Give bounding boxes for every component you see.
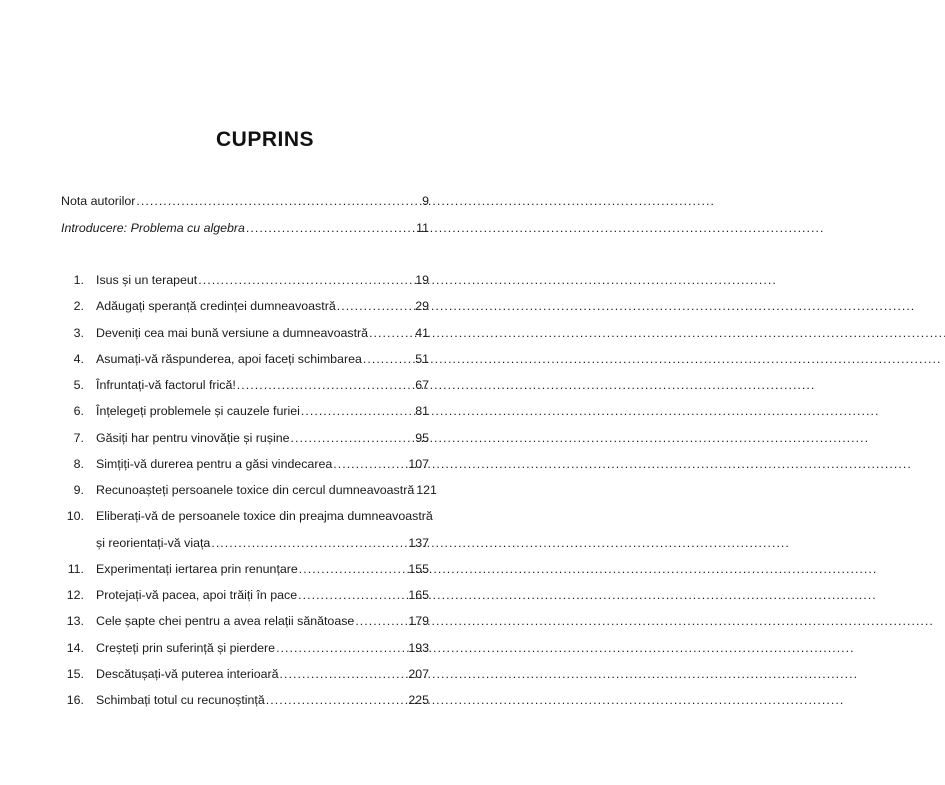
chapter-page: 193 [408, 641, 429, 655]
chapter-number: 16. [66, 693, 84, 707]
toc-chapter-9 [0, 480, 530, 500]
chapter-page: 121 [416, 483, 437, 497]
chapter-title: Eliberați-vă de persoanele toxice din preajma dumneavoastră [96, 509, 433, 523]
chapter-title: Protejați-vă pacea, apoi trăiți în pace [96, 588, 298, 602]
toc-chapter-7 [0, 428, 530, 448]
toc-chapter-5 [0, 375, 530, 395]
chapter-page: 165 [408, 588, 429, 602]
toc-chapter-3 [0, 323, 530, 343]
toc-chapter-1 [0, 270, 530, 290]
chapter-number: 6. [73, 404, 84, 418]
chapter-number: 15. [66, 667, 84, 681]
chapter-number: 13. [66, 614, 84, 628]
leader-dots [280, 664, 408, 684]
chapter-number: 5. [73, 378, 84, 392]
chapter-title: Înțelegeți problemele și cauzele furiei [96, 404, 300, 418]
chapter-title: Cele șapte chei pentru a avea relații sănătoase [96, 614, 355, 628]
page-title: CUPRINS [215, 128, 314, 151]
leader-dots [276, 638, 407, 658]
chapter-page: 179 [408, 614, 429, 628]
chapter-number: 3. [73, 326, 84, 340]
chapter-page: 155 [408, 562, 429, 576]
leader-dots [136, 191, 421, 211]
leader-dots [266, 690, 408, 710]
toc-entry-authors-note [0, 191, 530, 211]
leader-dots [211, 533, 407, 553]
leader-dots [298, 585, 407, 605]
chapter-page: 67 [415, 378, 429, 392]
toc-entry-introduction [0, 218, 530, 238]
chapter-title: Adăugați speranță credinței dumneavoastră [96, 299, 336, 313]
chapter-number: 4. [73, 352, 84, 366]
toc-chapter-13 [0, 611, 530, 631]
chapter-page: 81 [415, 404, 429, 418]
chapter-title: Înfruntați-vă factorul frică! [96, 378, 236, 392]
toc-chapter-4 [0, 349, 530, 369]
leader-dots [301, 401, 414, 421]
chapter-number: 1. [73, 273, 84, 287]
chapter-title: Descătușați-vă puterea interioară [96, 667, 279, 681]
chapter-title: Găsiți har pentru vinovăție și rușine [96, 431, 290, 445]
chapter-page: 137 [408, 536, 429, 550]
toc-entry-label: Introducere: Problema cu algebra [61, 221, 245, 235]
leader-dots [369, 323, 414, 343]
leader-dots [355, 611, 407, 631]
leader-dots [337, 296, 414, 316]
chapter-number: 10. [66, 509, 84, 523]
leader-dots [246, 218, 415, 238]
chapter-page: 51 [415, 352, 429, 366]
toc-chapter-10 [0, 506, 530, 526]
chapter-number: 2. [73, 299, 84, 313]
chapter-page: 29 [415, 299, 429, 313]
chapter-title: Asumați-vă răspunderea, apoi faceți schimbarea [96, 352, 362, 366]
toc-chapter-16 [0, 690, 530, 710]
leader-dots [198, 270, 414, 290]
chapter-page: 19 [415, 273, 429, 287]
chapter-title-continued: și reorientați-vă viața [96, 536, 211, 550]
leader-dots [291, 428, 415, 448]
toc-chapter-10-continued [0, 533, 530, 553]
leader-dots [333, 454, 407, 474]
toc-entry-page: 9 [422, 194, 429, 208]
toc-entry-page: 11 [416, 221, 429, 235]
chapter-title: Experimentați iertarea prin renunțare [96, 562, 298, 576]
leader-dots [299, 559, 408, 579]
chapter-page: 41 [415, 326, 429, 340]
chapter-title: Isus și un terapeut [96, 273, 198, 287]
toc-chapter-11 [0, 559, 530, 579]
toc-chapter-8 [0, 454, 530, 474]
chapter-number: 11. [67, 562, 84, 576]
leader-dots [363, 349, 414, 369]
chapter-page: 95 [415, 431, 429, 445]
chapter-number: 12. [66, 588, 84, 602]
chapter-number: 8. [73, 457, 84, 471]
chapter-title: Recunoașteți persoanele toxice din cercul dumneavoastră [96, 483, 415, 497]
chapter-title: Deveniți cea mai bună versiune a dumneavoastră [96, 326, 369, 340]
chapter-page: 225 [408, 693, 429, 707]
toc-chapter-14 [0, 638, 530, 658]
chapter-page: 107 [408, 457, 429, 471]
toc-chapter-12 [0, 585, 530, 605]
chapter-page: 207 [408, 667, 429, 681]
chapter-number: 7. [73, 431, 84, 445]
toc-chapter-2 [0, 296, 530, 316]
chapter-title: Schimbați totul cu recunoștință [96, 693, 265, 707]
toc-chapter-15 [0, 664, 530, 684]
chapter-title: Simțiți-vă durerea pentru a găsi vindecarea [96, 457, 333, 471]
toc-entry-label: Nota autorilor [61, 194, 136, 208]
chapter-number: 9. [73, 483, 84, 497]
chapter-title: Creșteți prin suferință și pierdere [96, 641, 276, 655]
toc-chapter-6 [0, 401, 530, 421]
chapter-number: 14. [66, 641, 84, 655]
leader-dots [237, 375, 414, 395]
